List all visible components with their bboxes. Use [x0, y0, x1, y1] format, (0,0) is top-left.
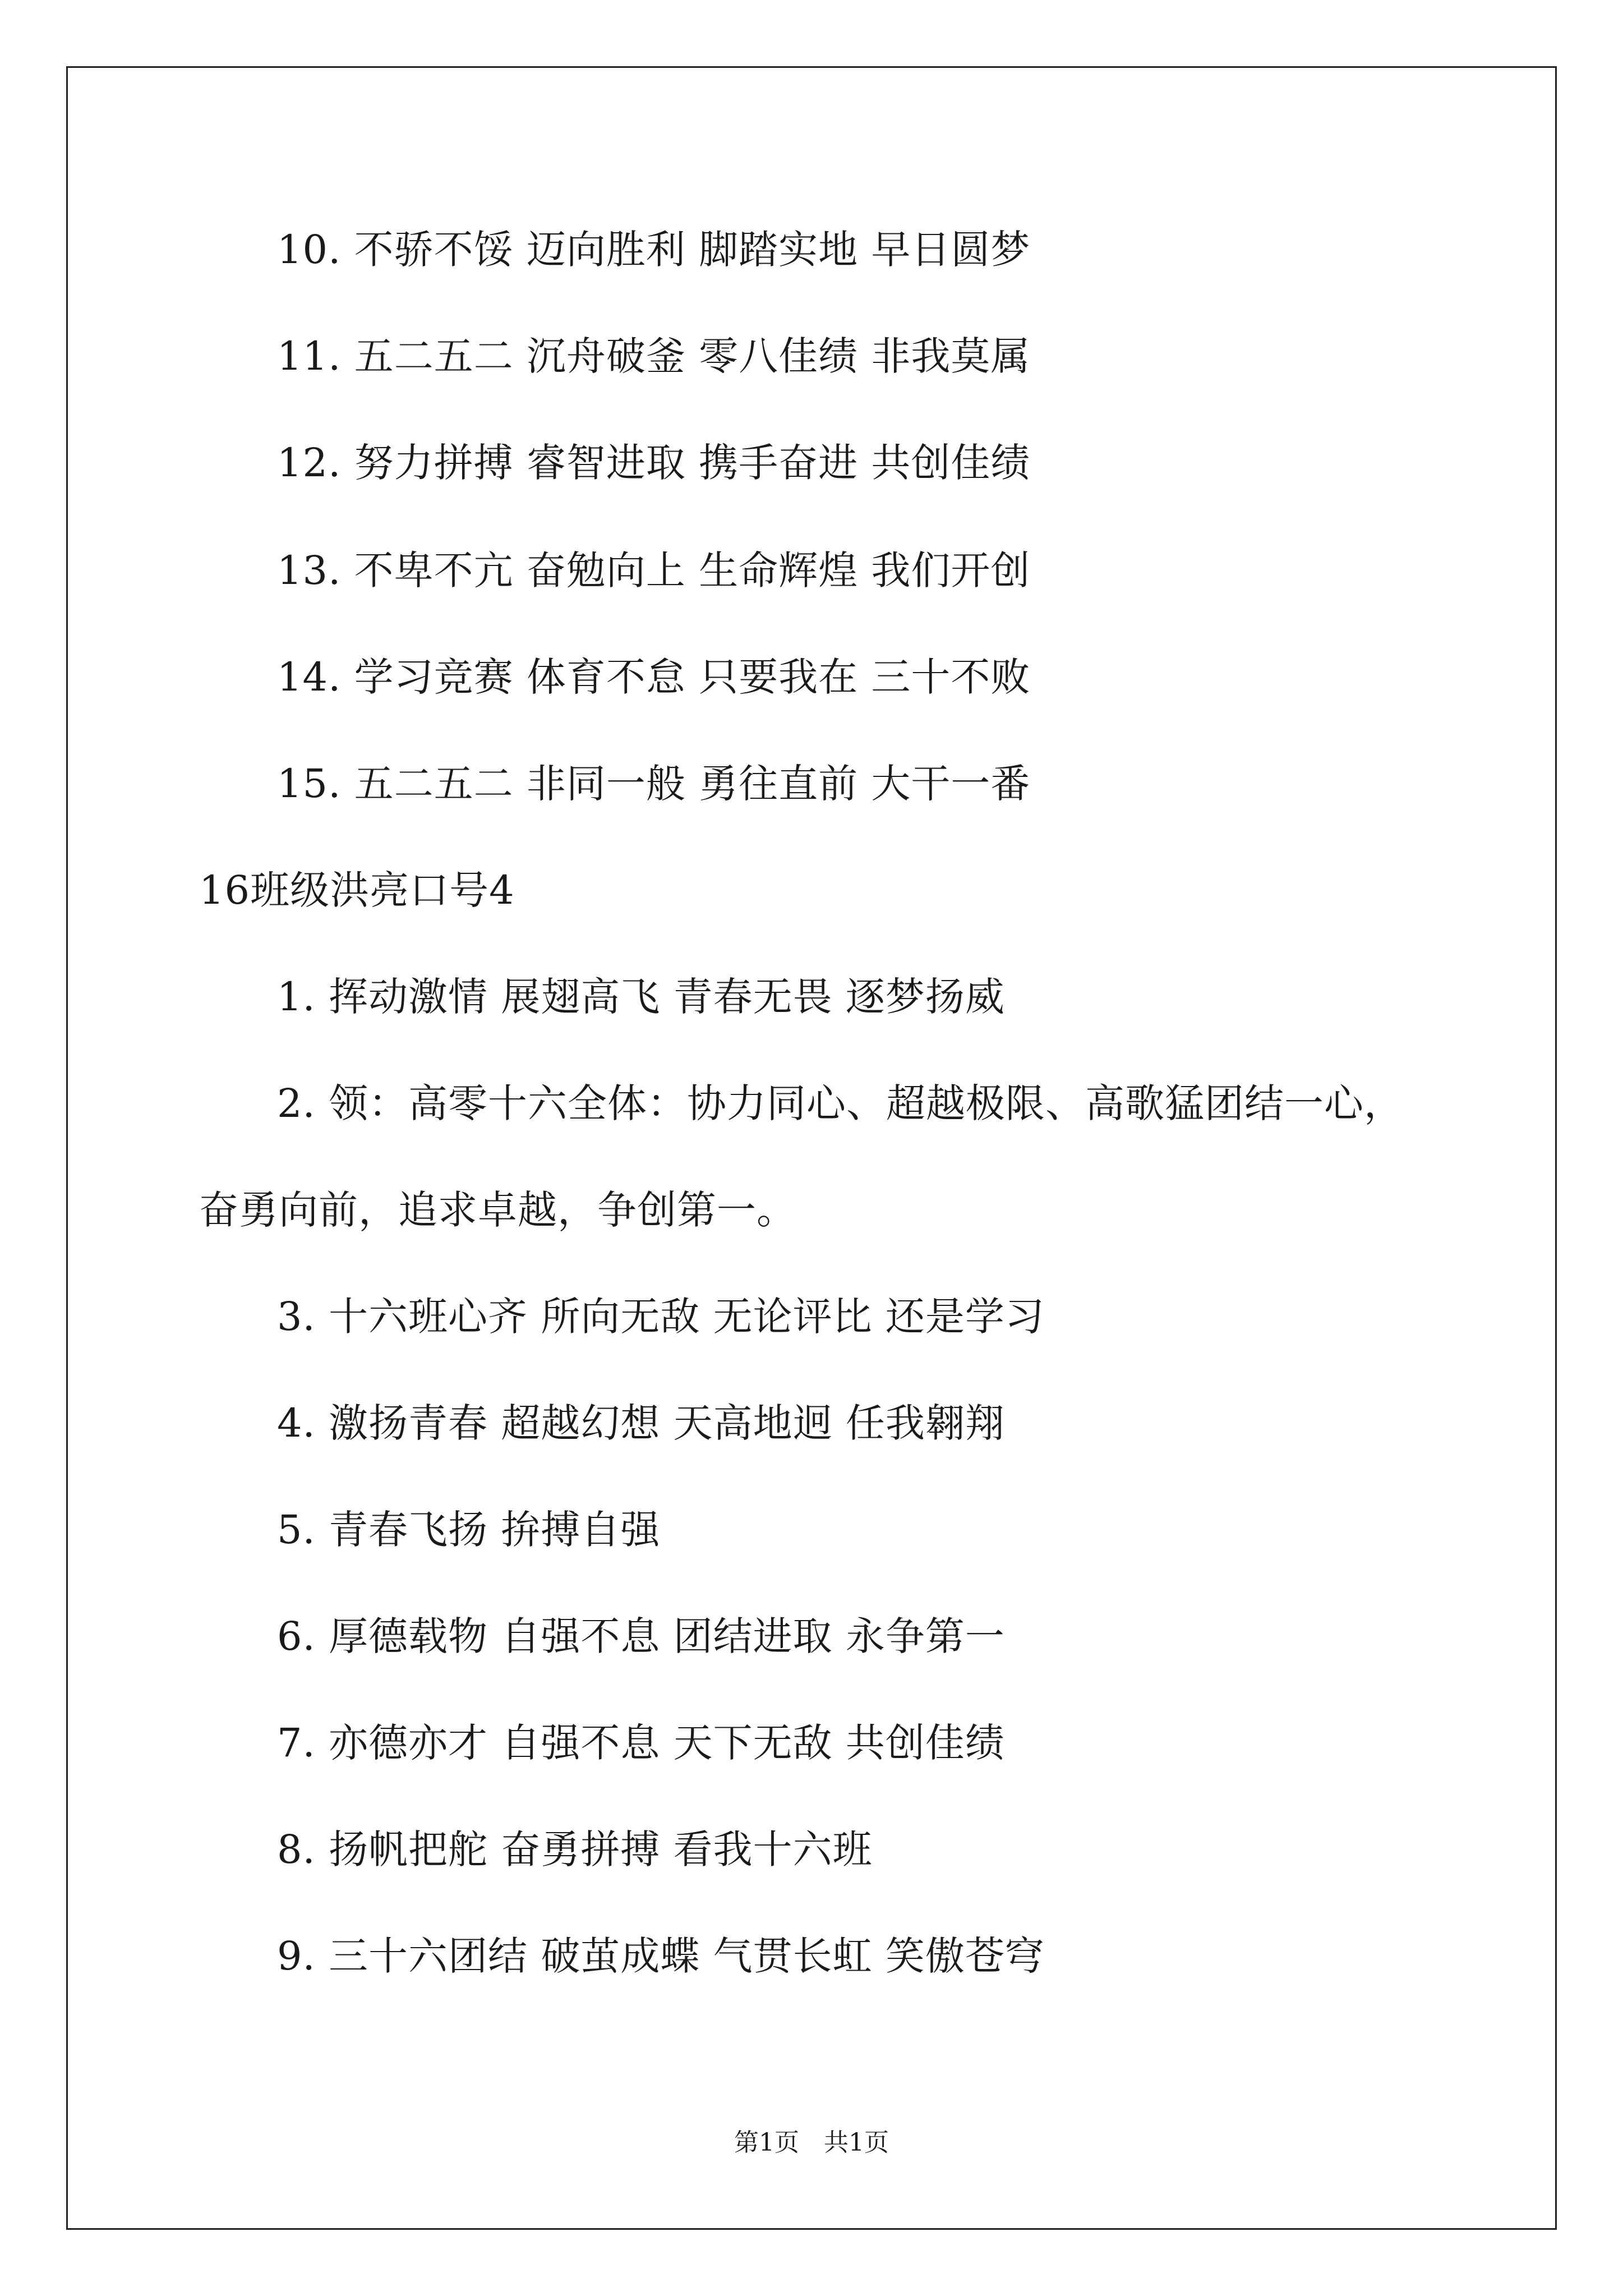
- slogan-number: 9.: [277, 1933, 316, 1979]
- slogan-text: 十六班心齐 所向无敌 无论评比 还是学习: [329, 1294, 1045, 1340]
- slogan-text: 激扬青春 超越幻想 天高地迥 任我翱翔: [329, 1400, 1005, 1446]
- slogan-item-7: [277, 1718, 1005, 1768]
- slogan-text: 厚德载物 自强不息 团结进取 永争第一: [329, 1613, 1005, 1659]
- slogan-item-9: [277, 1931, 1045, 1981]
- slogan-item-6: [277, 1611, 1005, 1662]
- slogan-number: 7.: [277, 1720, 316, 1766]
- slogan-text: 不卑不亢 奋勉向上 生命辉煌 我们开创: [354, 547, 1031, 593]
- slogan-text: 努力拼搏 睿智进取 携手奋进 共创佳绩: [354, 440, 1031, 486]
- slogan-text: 青春飞扬 拚搏自强: [329, 1507, 661, 1553]
- section-heading: 16班级洪亮口号4: [199, 867, 515, 913]
- slogan-number: 13.: [277, 547, 342, 593]
- page-border: [66, 66, 1557, 2230]
- slogan-item-11: [277, 331, 1030, 381]
- slogan-item-4: [277, 1398, 1005, 1448]
- slogan-number: 1.: [277, 974, 316, 1020]
- slogan-number: 6.: [277, 1613, 316, 1659]
- slogan-number: 15.: [277, 761, 342, 807]
- slogan-text: 三十六团结 破茧成蝶 气贯长虹 笑傲苍穹: [329, 1933, 1045, 1979]
- slogan-number: 5.: [277, 1507, 316, 1553]
- slogan-number: 14.: [277, 654, 342, 700]
- slogan-item-8: [277, 1824, 873, 1875]
- slogan-item-12: [277, 438, 1030, 488]
- slogan-number: 3.: [277, 1294, 316, 1340]
- slogan-item-14: [277, 652, 1030, 702]
- slogan-text: 扬帆把舵 奋勇拼搏 看我十六班: [329, 1826, 873, 1872]
- slogan-item-2-continuation: 奋勇向前，追求卓越，争创第一。: [199, 1187, 796, 1233]
- slogan-number: 8.: [277, 1826, 316, 1872]
- slogan-text: 五二五二 沉舟破釜 零八佳绩 非我莫属: [354, 333, 1031, 379]
- slogan-item-2: [277, 1078, 1404, 1129]
- slogan-text: 学习竞赛 体育不怠 只要我在 三十不败: [354, 654, 1031, 700]
- slogan-text: 领：高零十六全体：协力同心、超越极限、高歌猛团结一心，: [329, 1080, 1404, 1126]
- slogan-item-10: [277, 224, 1030, 275]
- page-footer: 第1页 共1页: [734, 2128, 889, 2157]
- slogan-text: 挥动激情 展翅高飞 青春无畏 逐梦扬威: [329, 974, 1005, 1020]
- slogan-number: 2.: [277, 1080, 316, 1126]
- slogan-number: 11.: [277, 333, 342, 379]
- slogan-item-15: [277, 758, 1030, 809]
- slogan-text: 五二五二 非同一般 勇往直前 大干一番: [354, 761, 1031, 807]
- slogan-item-3: [277, 1291, 1045, 1342]
- slogan-number: 4.: [277, 1400, 316, 1446]
- slogan-item-1: [277, 972, 1005, 1022]
- slogan-text: 亦德亦才 自强不息 天下无敌 共创佳绩: [329, 1720, 1005, 1766]
- slogan-text: 不骄不馁 迈向胜利 脚踏实地 早日圆梦: [354, 227, 1031, 273]
- slogan-number: 12.: [277, 440, 342, 486]
- slogan-item-5: [277, 1504, 660, 1555]
- slogan-number: 10.: [277, 227, 342, 273]
- slogan-item-13: [277, 545, 1030, 596]
